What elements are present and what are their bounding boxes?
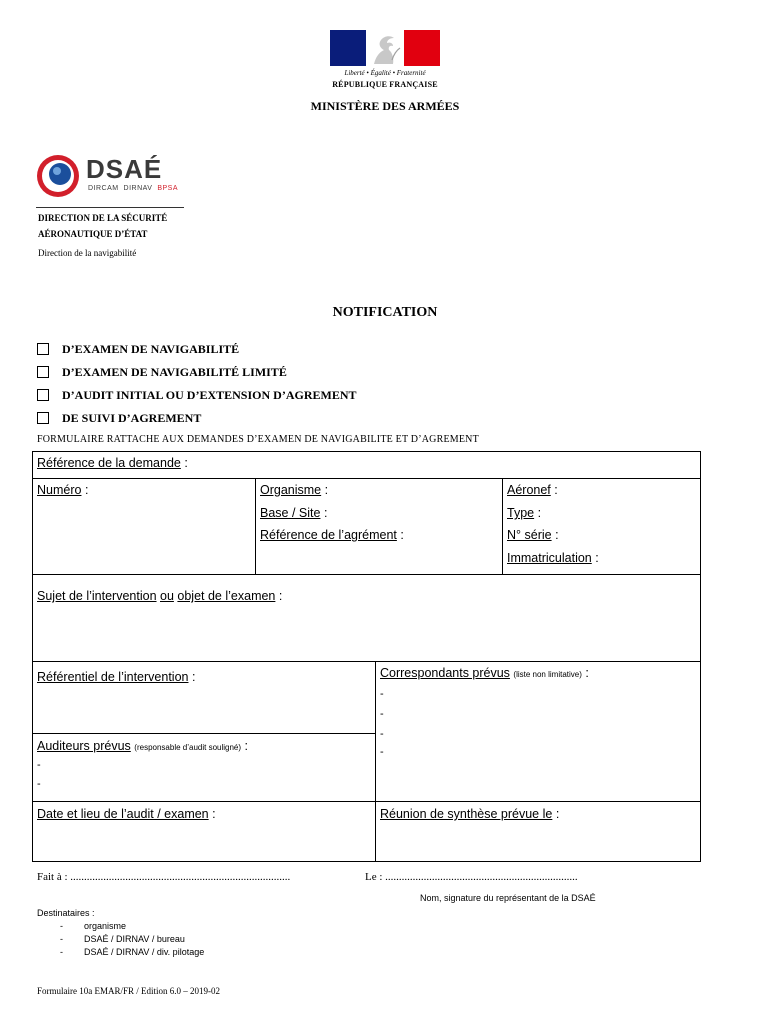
correspondants-field[interactable]: Correspondants prévus (liste non limitative) : xyxy=(380,666,589,680)
correspondant-line-4: - xyxy=(380,746,384,758)
checkbox-label: D’AUDIT INITIAL OU D’EXTENSION D’AGREMENT xyxy=(62,387,357,402)
auditeurs-field[interactable]: Auditeurs prévus (responsable d’audit souligné) : xyxy=(37,739,248,753)
dsae-logo xyxy=(36,152,196,204)
checkbox[interactable] xyxy=(37,412,49,424)
marianne-flag-icon xyxy=(330,30,440,66)
republic-motto: Liberté • Égalité • Fraternité xyxy=(344,69,426,77)
form-footer: Formulaire 10a EMAR/FR / Edition 6.0 – 2019-02 xyxy=(37,986,220,996)
organisme-field[interactable]: Organisme : xyxy=(260,483,329,497)
signature-label: Nom, signature du représentant de la DSAÉ xyxy=(420,893,596,903)
reference-agrement-field[interactable]: Référence de l’agrément : xyxy=(260,528,404,542)
fait-a-field[interactable]: Fait à : ................................................................................ xyxy=(37,871,291,883)
serie-field[interactable]: N° série : xyxy=(507,528,559,542)
checkbox-label: D’EXAMEN DE NAVIGABILITÉ xyxy=(62,341,240,356)
checkbox-row-audit-initial[interactable] xyxy=(37,387,357,403)
direction-line-2: AÉRONAUTIQUE D’ÉTAT xyxy=(38,229,148,239)
sujet-intervention-field[interactable]: Sujet de l’intervention ou objet de l’examen : xyxy=(37,589,283,603)
destinataire-item: - DSAÉ / DIRNAV / bureau xyxy=(60,934,185,944)
direction-subtitle: Direction de la navigabilité xyxy=(38,248,137,258)
checkbox[interactable] xyxy=(37,389,49,401)
reference-demande-field[interactable]: Référence de la demande : xyxy=(37,456,188,470)
auditeur-line-1: - xyxy=(37,759,41,771)
dsae-logo-text: DSAÉ xyxy=(86,154,163,184)
aeronef-field[interactable]: Aéronef : xyxy=(507,483,558,497)
destinataire-item: - organisme xyxy=(60,921,127,931)
ministry-title: MINISTÈRE DES ARMÉES xyxy=(310,99,460,113)
destinataires-label: Destinataires : xyxy=(37,908,95,918)
dsae-logo-subtitle xyxy=(88,185,178,192)
checkbox[interactable] xyxy=(37,366,49,378)
dsae-roundel-icon xyxy=(36,154,80,198)
checkbox-row-suivi-agrement[interactable] xyxy=(37,410,201,426)
referentiel-field[interactable]: Référentiel de l’intervention : xyxy=(37,670,196,684)
checkbox-row-examen-limite[interactable] xyxy=(37,364,287,380)
auditeur-line-2: - xyxy=(37,778,41,790)
correspondant-line-2: - xyxy=(380,708,384,720)
type-field[interactable]: Type : xyxy=(507,506,542,520)
dsae-sub-bpsa: BPSA xyxy=(157,185,179,192)
dsae-sub-dirnav: DIRNAV xyxy=(123,185,153,192)
republique-francaise-logo xyxy=(330,30,440,90)
date-lieu-field[interactable]: Date et lieu de l’audit / examen : xyxy=(37,807,216,821)
direction-line-1: DIRECTION DE LA SÉCURITÉ xyxy=(38,213,168,223)
checkbox-label: DE SUIVI D’AGREMENT xyxy=(62,410,202,425)
notification-title: NOTIFICATION xyxy=(332,305,438,320)
correspondant-line-3: - xyxy=(380,728,384,740)
checkbox-row-examen-navigabilite[interactable] xyxy=(37,341,239,357)
immatriculation-field[interactable]: Immatriculation : xyxy=(507,551,599,565)
destinataire-item: - DSAÉ / DIRNAV / div. pilotage xyxy=(60,947,205,957)
dsae-divider xyxy=(36,207,184,208)
dsae-sub-dircam: DIRCAM xyxy=(88,185,119,192)
form-caption: FORMULAIRE RATTACHE AUX DEMANDES D’EXAMEN DE NAVIGABILITE ET D’AGREMENT xyxy=(37,434,479,445)
republic-name: RÉPUBLIQUE FRANÇAISE xyxy=(332,80,438,89)
checkbox-label: D’EXAMEN DE NAVIGABILITÉ LIMITÉ xyxy=(62,364,287,379)
checkbox[interactable] xyxy=(37,343,49,355)
reunion-synthese-field[interactable]: Réunion de synthèse prévue le : xyxy=(380,807,560,821)
numero-field[interactable]: Numéro : xyxy=(37,483,89,497)
le-date-field[interactable]: Le : ...................................................................... xyxy=(365,871,578,883)
correspondant-line-1: - xyxy=(380,688,384,700)
base-site-field[interactable]: Base / Site : xyxy=(260,506,328,520)
